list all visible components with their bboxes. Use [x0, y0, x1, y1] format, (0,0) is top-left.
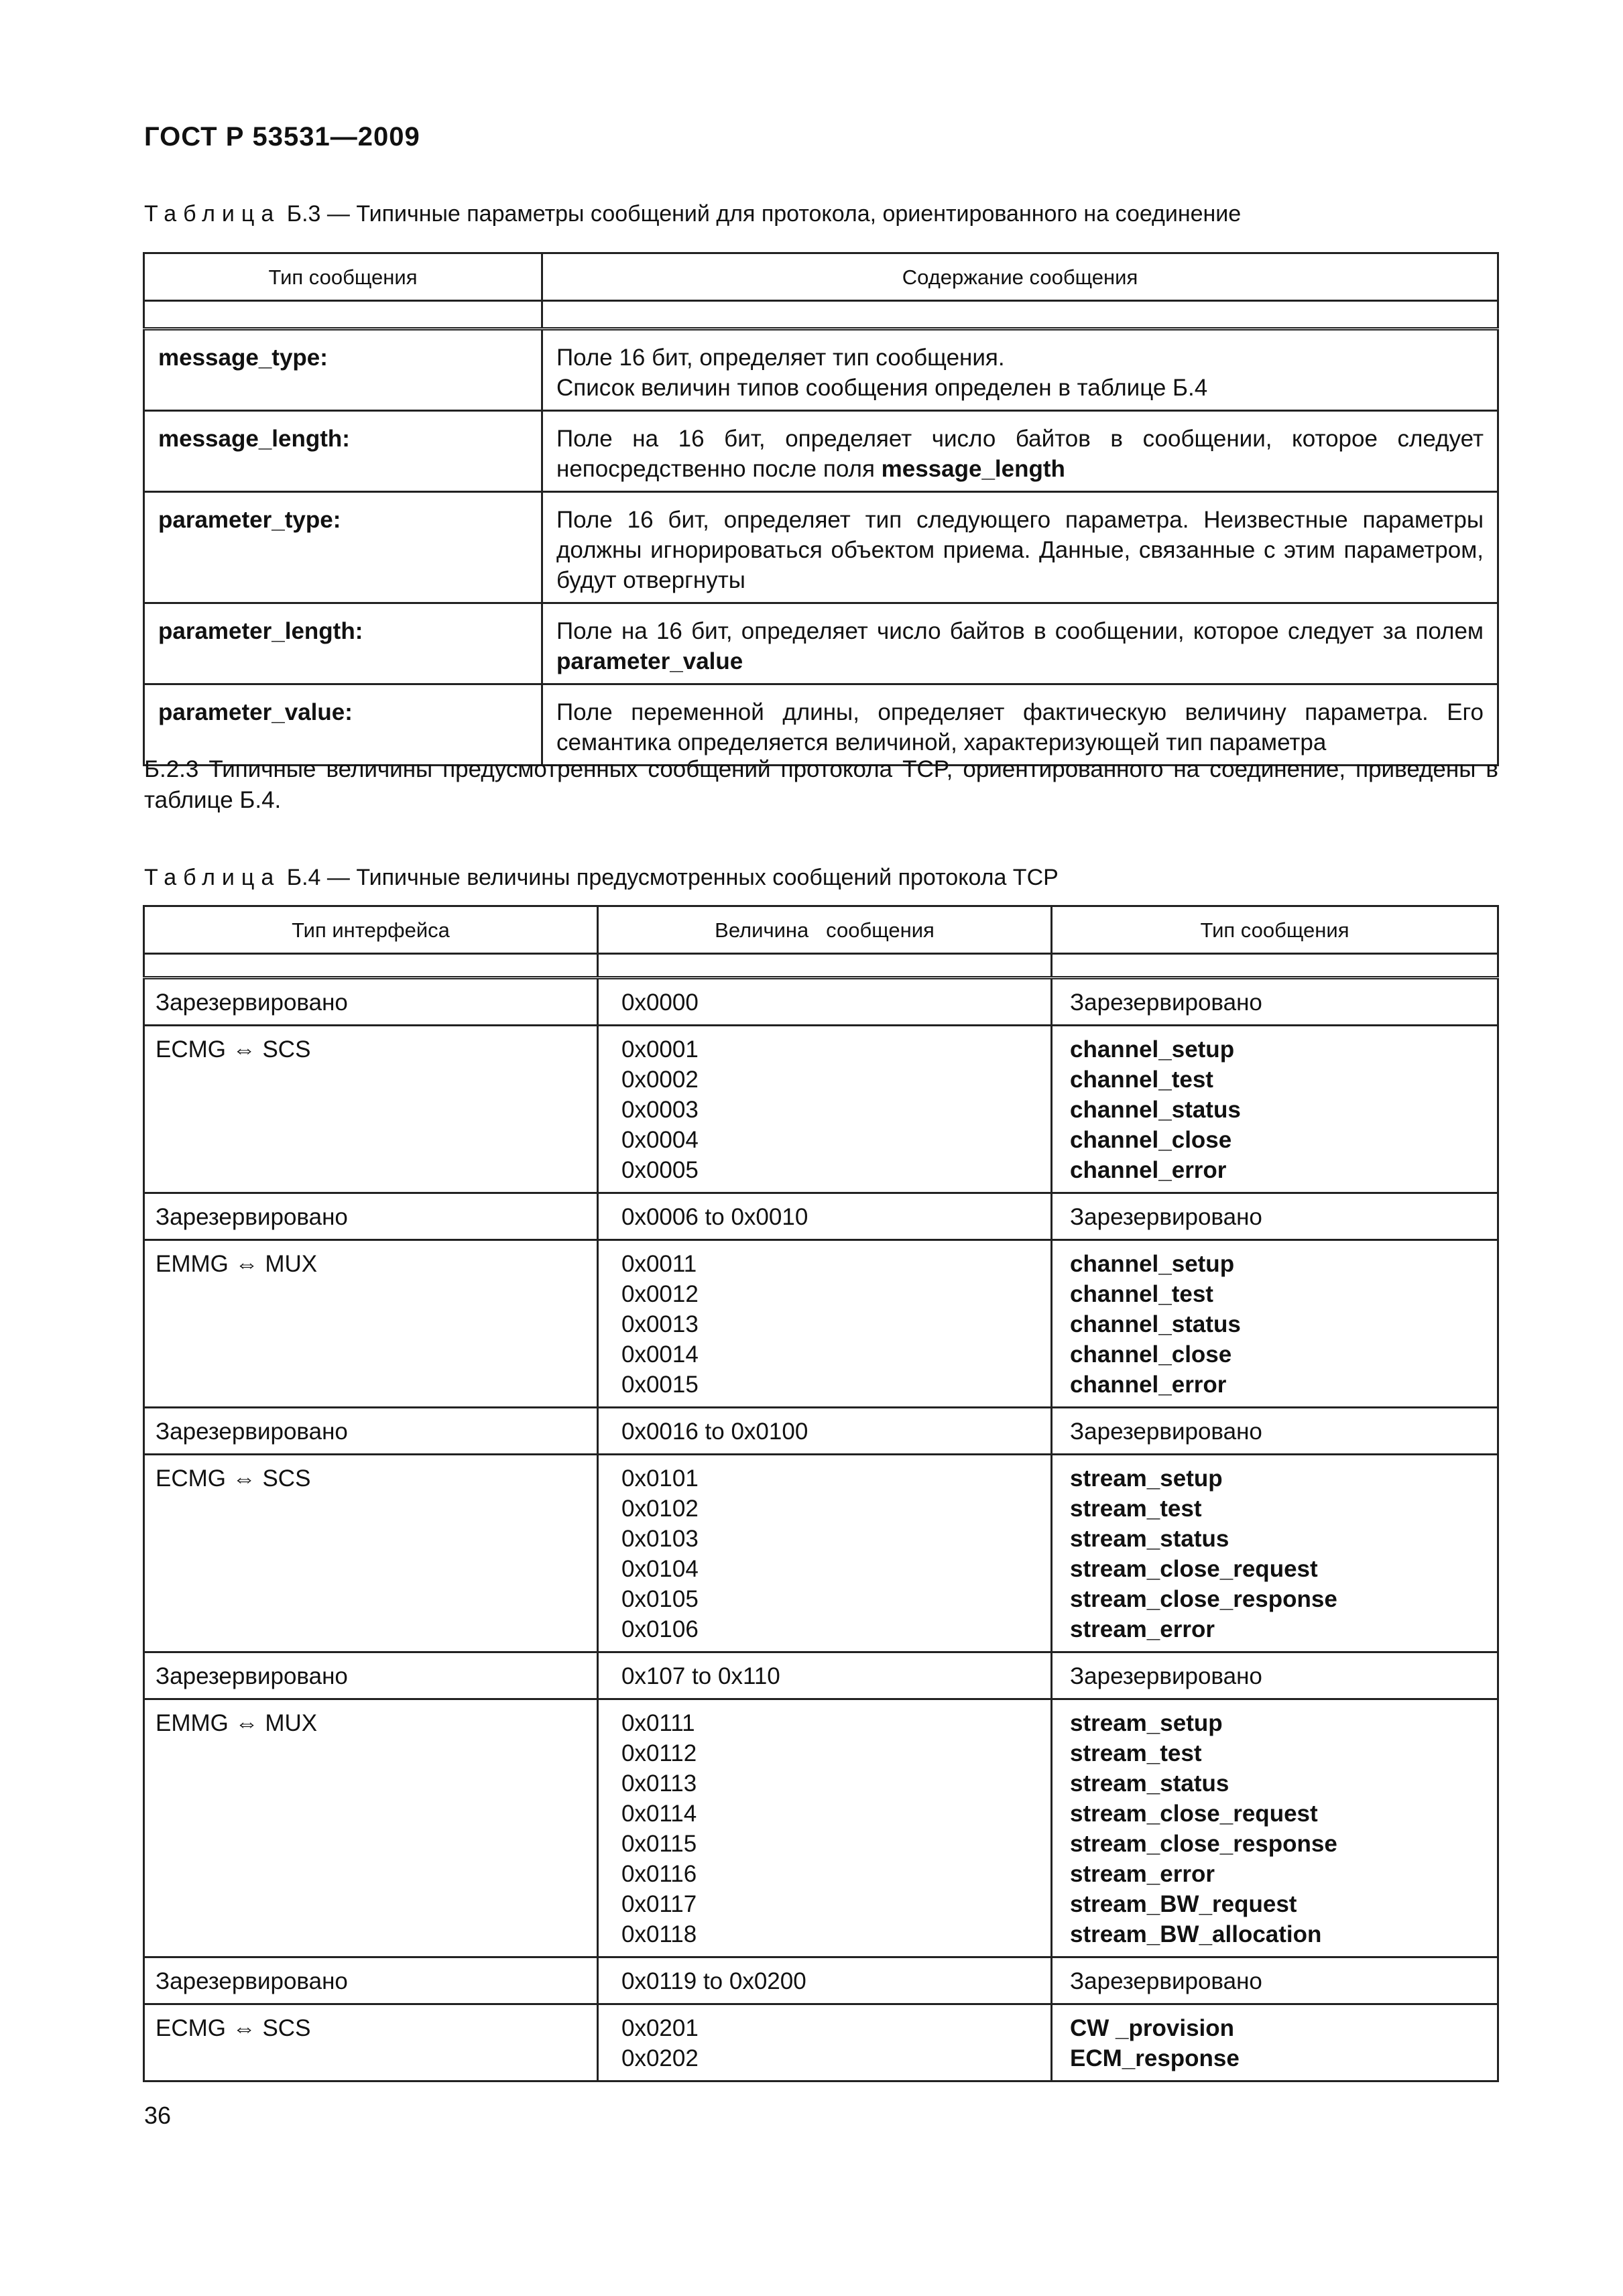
- message-value-cell: [598, 1957, 1052, 2004]
- param-name: parameter_type:: [144, 492, 542, 603]
- message-value: 0x0014: [621, 1341, 699, 1368]
- message-value: 0x0000: [621, 989, 699, 1016]
- table-b4-header-value: Величина сообщения: [598, 906, 1052, 954]
- param-description: [542, 411, 1498, 492]
- message-type: Зарезервировано: [1070, 1204, 1262, 1230]
- message-value: 0x0002: [621, 1067, 699, 1093]
- message-type-cell: [1052, 1455, 1498, 1652]
- interface-type-cell: ECMG ⇔ SCS: [144, 1026, 598, 1193]
- message-type: channel_close: [1070, 1341, 1232, 1368]
- message-value-cell: [598, 978, 1052, 1026]
- message-type-cell: [1052, 1408, 1498, 1455]
- table-row: [144, 684, 1498, 766]
- message-value: 0x0202: [621, 2045, 699, 2071]
- interface-type-cell: Зарезервировано: [144, 1957, 598, 2004]
- param-description-field: message_length: [881, 456, 1065, 482]
- param-name: parameter_value:: [144, 684, 542, 766]
- table-b3-caption: [144, 201, 1241, 227]
- message-value: 0x0114: [621, 1801, 697, 1827]
- message-value-cell: [598, 1408, 1052, 1455]
- table-b4-body: [144, 954, 1498, 2081]
- message-type: stream_close_request: [1070, 1801, 1318, 1827]
- param-name: message_type:: [144, 329, 542, 411]
- table-b3-caption-word: Таблица: [144, 201, 281, 227]
- message-type: stream_error: [1070, 1861, 1215, 1887]
- param-name: parameter_length:: [144, 603, 542, 684]
- message-value-cell: [598, 2004, 1052, 2081]
- param-description: [542, 603, 1498, 684]
- interface-type-cell: EMMG ⇔ MUX: [144, 1240, 598, 1408]
- standard-header: ГОСТ Р 53531—2009: [144, 122, 420, 152]
- paragraph-b23: Б.2.3 Типичные величины предусмотренных сообщений протокола TCP, ориентированного на соединение, приведены в таблице Б.4.: [144, 756, 1498, 813]
- message-type-cell: [1052, 2004, 1498, 2081]
- message-value: 0x0111: [621, 1710, 695, 1736]
- table-row: [144, 1193, 1498, 1240]
- table-b4-caption-word: Таблица: [144, 865, 281, 890]
- message-type: stream_status: [1070, 1526, 1229, 1552]
- interface-type-cell: ECMG ⇔ SCS: [144, 1455, 598, 1652]
- message-value: 0x0102: [621, 1496, 699, 1522]
- table-row: [144, 978, 1498, 1026]
- table-row: [144, 1652, 1498, 1699]
- message-type: stream_test: [1070, 1496, 1202, 1522]
- message-type: stream_test: [1070, 1740, 1202, 1766]
- message-value: 0x0013: [621, 1311, 699, 1337]
- message-value-cell: [598, 1240, 1052, 1408]
- param-description-field: parameter_value: [556, 648, 743, 674]
- message-value: 0x0012: [621, 1281, 699, 1307]
- table-b4-header-row: [144, 906, 1498, 954]
- message-value: 0x0112: [621, 1740, 697, 1766]
- table-row: [144, 603, 1498, 684]
- message-value: 0x0004: [621, 1127, 699, 1153]
- message-type-cell: [1052, 1957, 1498, 2004]
- message-value-cell: [598, 1699, 1052, 1957]
- message-type: channel_test: [1070, 1281, 1213, 1307]
- message-type: stream_status: [1070, 1770, 1229, 1797]
- message-value-cell: [598, 1193, 1052, 1240]
- table-b4-header-message: Тип сообщения: [1052, 906, 1498, 954]
- message-value: 0x0117: [621, 1891, 697, 1917]
- message-type-cell: [1052, 1699, 1498, 1957]
- message-type: channel_status: [1070, 1311, 1241, 1337]
- table-b4: [143, 905, 1499, 2082]
- table-row: [144, 411, 1498, 492]
- message-type-cell: [1052, 1652, 1498, 1699]
- message-type: channel_error: [1070, 1372, 1227, 1398]
- table-row: [144, 329, 1498, 411]
- table-b4-divider: [144, 954, 1498, 978]
- page-number: 36: [144, 2102, 172, 2129]
- param-description-text: Поле на 16 бит, определяет число байтов в сообщении, которое следует за полем: [556, 618, 1484, 644]
- message-value: 0x0001: [621, 1036, 699, 1063]
- param-description-line: Поле 16 бит, определяет тип сообщения.: [556, 345, 1005, 371]
- table-b4-header-interface: Тип интерфейса: [144, 906, 598, 954]
- message-type: Зарезервировано: [1070, 989, 1262, 1016]
- message-value: 0x0118: [621, 1921, 697, 1947]
- message-value: 0x107 to 0x110: [621, 1663, 780, 1689]
- message-value: 0x0006 to 0x0010: [621, 1204, 808, 1230]
- message-type: stream_BW_allocation: [1070, 1921, 1322, 1947]
- table-b4-caption: [144, 865, 1059, 891]
- param-description-line: Список величин типов сообщения определен в таблице Б.4: [556, 375, 1208, 401]
- message-type: stream_close_request: [1070, 1556, 1318, 1582]
- message-value: 0x0105: [621, 1586, 699, 1612]
- table-b4-caption-text: Б.4 — Типичные величины предусмотренных сообщений протокола TCP: [280, 865, 1059, 890]
- table-b3-header-row: [144, 253, 1498, 301]
- table-b3-header-content: Содержание сообщения: [542, 253, 1498, 301]
- message-type-cell: [1052, 1193, 1498, 1240]
- message-value: 0x0015: [621, 1372, 699, 1398]
- message-value: 0x0115: [621, 1831, 697, 1857]
- message-value: 0x0103: [621, 1526, 699, 1552]
- message-value: 0x0119 to 0x0200: [621, 1968, 806, 1994]
- message-type: Зарезервировано: [1070, 1663, 1262, 1689]
- table-b3-divider: [144, 301, 1498, 329]
- message-type: Зарезервировано: [1070, 1418, 1262, 1445]
- message-type: channel_close: [1070, 1127, 1232, 1153]
- interface-type-cell: Зарезервировано: [144, 1652, 598, 1699]
- interface-type-cell: EMMG ⇔ MUX: [144, 1699, 598, 1957]
- message-value: 0x0016 to 0x0100: [621, 1418, 808, 1445]
- table-row: [144, 1699, 1498, 1957]
- table-row: [144, 1026, 1498, 1193]
- table-row: [144, 1240, 1498, 1408]
- message-value: 0x0201: [621, 2015, 699, 2041]
- interface-type-cell: Зарезервировано: [144, 1408, 598, 1455]
- table-row: [144, 1455, 1498, 1652]
- message-type: stream_setup: [1070, 1465, 1223, 1492]
- message-type: ECM_response: [1070, 2045, 1240, 2071]
- message-type: stream_error: [1070, 1616, 1215, 1642]
- message-type: channel_test: [1070, 1067, 1213, 1093]
- table-row: [144, 2004, 1498, 2081]
- interface-type-cell: Зарезервировано: [144, 1193, 598, 1240]
- message-type: CW _provision: [1070, 2015, 1235, 2041]
- table-b3: [143, 252, 1499, 766]
- message-value-cell: [598, 1652, 1052, 1699]
- interface-type-cell: ECMG ⇔ SCS: [144, 2004, 598, 2081]
- message-value: 0x0106: [621, 1616, 699, 1642]
- message-value: 0x0104: [621, 1556, 699, 1582]
- message-type: channel_status: [1070, 1097, 1241, 1123]
- message-value: 0x0005: [621, 1157, 699, 1183]
- param-description-text: Поле на 16 бит, определяет число байтов в сообщении, которое следует непосредственно после поля: [556, 426, 1484, 482]
- message-value: 0x0101: [621, 1465, 699, 1492]
- param-name: message_length:: [144, 411, 542, 492]
- message-type: stream_close_response: [1070, 1831, 1337, 1857]
- message-value-cell: [598, 1026, 1052, 1193]
- table-b3-header-type: Тип сообщения: [144, 253, 542, 301]
- param-description: [542, 329, 1498, 411]
- message-type-cell: [1052, 1240, 1498, 1408]
- message-value: 0x0116: [621, 1861, 697, 1887]
- message-type: channel_error: [1070, 1157, 1227, 1183]
- message-value: 0x0011: [621, 1251, 697, 1277]
- message-type: channel_setup: [1070, 1036, 1235, 1063]
- message-value: 0x0003: [621, 1097, 699, 1123]
- interface-type-cell: Зарезервировано: [144, 978, 598, 1026]
- message-type: stream_setup: [1070, 1710, 1223, 1736]
- table-row: [144, 1408, 1498, 1455]
- message-type-cell: [1052, 978, 1498, 1026]
- message-type: channel_setup: [1070, 1251, 1235, 1277]
- message-type: Зарезервировано: [1070, 1968, 1262, 1994]
- message-type-cell: [1052, 1026, 1498, 1193]
- message-type: stream_BW_request: [1070, 1891, 1297, 1917]
- param-description: Поле 16 бит, определяет тип следующего параметра. Неизвестные параметры должны игнорироваться объектом приема. Данные, связанные с этим параметром, будут отвергнуты: [542, 492, 1498, 603]
- param-description: Поле переменной длины, определяет фактическую величину параметра. Его семантика определяется величиной, характеризующей тип параметра: [542, 684, 1498, 766]
- table-row: [144, 492, 1498, 603]
- message-value: 0x0113: [621, 1770, 697, 1797]
- table-b3-caption-text: Б.3 — Типичные параметры сообщений для протокола, ориентированного на соединение: [280, 201, 1242, 227]
- message-type: stream_close_response: [1070, 1586, 1337, 1612]
- message-value-cell: [598, 1455, 1052, 1652]
- table-row: [144, 1957, 1498, 2004]
